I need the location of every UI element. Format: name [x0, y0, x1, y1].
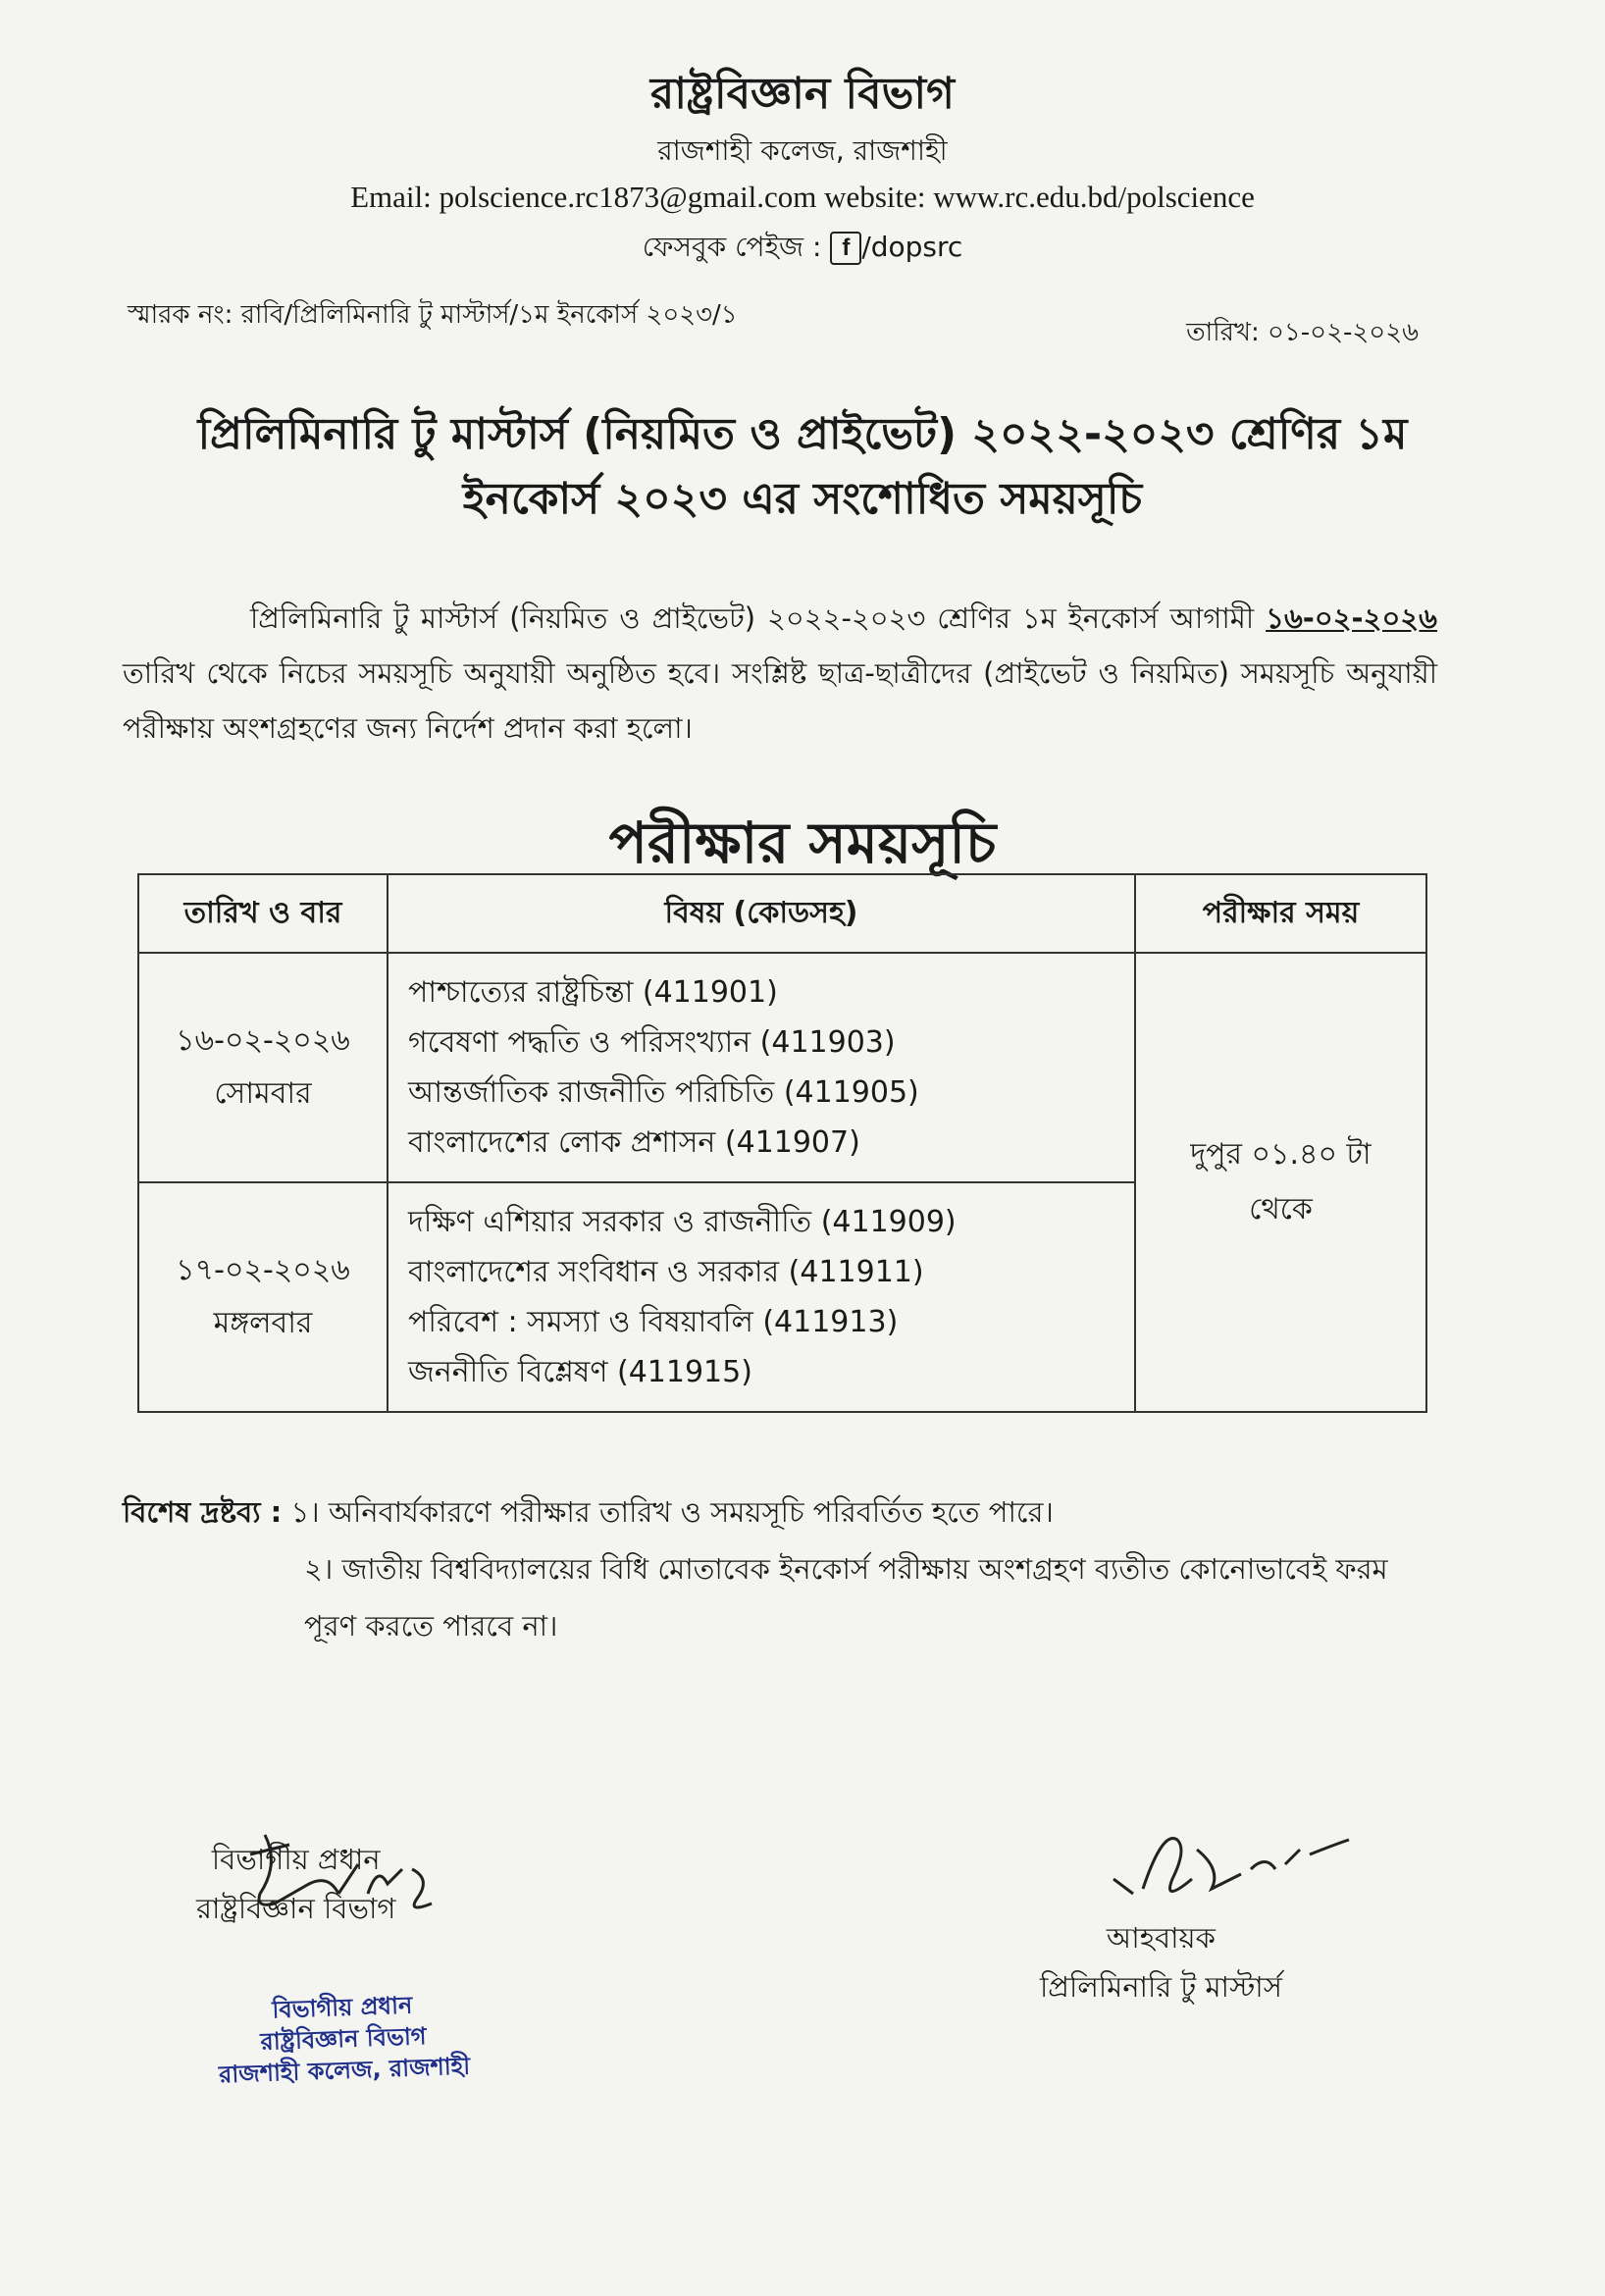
date-cell [138, 953, 388, 1182]
memo-number: স্মারক নং: রাবি/প্রিলিমিনারি টু মাস্টার্স/১ম ইনকোর্স ২০২৩/১ [128, 300, 738, 330]
notice-body [123, 591, 1437, 756]
subject-item: জননীতি বিশ্লেষণ (411915) [408, 1355, 752, 1389]
notice-title [0, 402, 1605, 532]
exam-time-cell [1135, 953, 1426, 1412]
right-signature-scribble [1104, 1810, 1359, 1918]
contact-line: Email: polscience.rc1873@gmail.com website: www.rc.edu.bd/polscience [350, 180, 1255, 214]
date-cell [138, 1182, 388, 1412]
row-day: মঙ্গলবার [213, 1306, 313, 1340]
table-header-row [138, 874, 1426, 953]
exam-start-date: ১৬-০২-২০২৬ [1266, 601, 1438, 635]
schedule-title: পরীক্ষার সময়সূচি [608, 809, 997, 876]
note-1-text: ১। অনিবার্যকারণে পরীক্ষার তারিখ ও সময়সূচি পরিবর্তিত হতে পারে। [282, 1495, 1054, 1529]
header-exam-time: পরীক্ষার সময় [1135, 874, 1426, 953]
exam-time: দুপুর ০১.৪০ টা [1190, 1137, 1372, 1172]
subject-item: গবেষণা পদ্ধতি ও পরিসংখ্যান (411903) [408, 1025, 896, 1060]
facebook-label: ফেসবুক পেইজ : [642, 231, 822, 263]
seal-line2: রাষ্ট্রবিজ্ঞান বিভাগ [260, 2022, 427, 2056]
table-row [138, 953, 1426, 1182]
department-seal [145, 1985, 541, 2093]
header-subject: বিষয় (কোডসহ) [388, 874, 1135, 953]
note-2-text: ২। জাতীয় বিশ্ববিদ্যালয়ের বিধি মোতাবেক ইনকোর্স পরীক্ষায় অংশগ্রহণ ব্যতীত কোনোভাবেই ফরম পূরণ করতে পারবে না। [304, 1552, 1388, 1643]
special-notes [123, 1484, 1437, 1654]
note-1 [123, 1484, 1437, 1540]
subject-item: বাংলাদেশের লোক প্রশাসন (411907) [408, 1125, 860, 1160]
header-date-day: তারিখ ও বার [138, 874, 388, 953]
subject-item: পাশ্চাত্যের রাষ্ট্রচিন্তা (411901) [408, 975, 778, 1010]
subjects-cell [388, 953, 1135, 1182]
subject-item: পরিবেশ : সমস্যা ও বিষয়াবলি (411913) [408, 1305, 899, 1339]
department-title: রাষ্ট্রবিজ্ঞান বিভাগ [650, 69, 955, 119]
row-date: ১৬-০২-২০২৬ [176, 1023, 350, 1058]
college-name: রাজশাহী কলেজ, রাজশাহী [657, 134, 948, 167]
subject-item: বাংলাদেশের সংবিধান ও সরকার (411911) [408, 1255, 924, 1289]
notice-title-line2: ইনকোর্স ২০২৩ এর সংশোধিত সময়সূচি [462, 474, 1143, 524]
left-signature-dept: রাষ্ট্রবিজ্ঞান বিভাগ [196, 1892, 396, 1925]
schedule-table [137, 873, 1427, 1413]
subject-item: দক্ষিণ এশিয়ার সরকার ও রাজনীতি (411909) [408, 1205, 957, 1239]
exam-time-suffix: থেকে [1249, 1192, 1313, 1226]
left-signature-title: বিভাগীয় প্রধান [211, 1843, 381, 1876]
left-signature-block [196, 1835, 395, 1933]
facebook-handle: /dopsrc [861, 231, 963, 263]
issue-date: তারিখ: ০১-০২-২০২৬ [1186, 318, 1419, 347]
right-signature-block [1040, 1913, 1282, 2011]
body-part2: তারিখ থেকে নিচের সময়সূচি অনুযায়ী অনুষ্ঠিত হবে। সংশ্লিষ্ট ছাত্র-ছাত্রীদের (প্রাইভেট ও নিয়মিত) সময়সূচি অনুযায়ী পরীক্ষায় অংশগ্রহণের জন্য নির্দেশ প্রদান করা হলো। [123, 656, 1437, 745]
body-part1: প্রিলিমিনারি টু মাস্টার্স (নিয়মিত ও প্রাইভেট) ২০২২-২০২৩ শ্রেণির ১ম ইনকোর্স আগামী [250, 601, 1255, 635]
right-signature-title: আহবায়ক [1106, 1921, 1216, 1955]
right-signature-subtitle: প্রিলিমিনারি টু মাস্টার্স [1040, 1970, 1282, 2004]
notice-title-line1: প্রিলিমিনারি টু মাস্টার্স (নিয়মিত ও প্রাইভেট) ২০২২-২০২৩ শ্রেণির ১ম [197, 409, 1408, 459]
notes-label: বিশেষ দ্রষ্টব্য : [123, 1495, 283, 1529]
facebook-line [0, 226, 1605, 272]
row-day: সোমবার [214, 1076, 312, 1111]
row-date: ১৭-০২-২০২৬ [176, 1253, 350, 1287]
seal-line1: বিভাগীয় প্রধান [272, 1991, 413, 2024]
subject-item: আন্তর্জাতিক রাজনীতি পরিচিতি (411905) [408, 1075, 919, 1110]
subjects-cell [388, 1182, 1135, 1412]
seal-line3: রাজশাহী কলেজ, রাজশাহী [218, 2052, 471, 2089]
facebook-icon: f [830, 232, 861, 265]
